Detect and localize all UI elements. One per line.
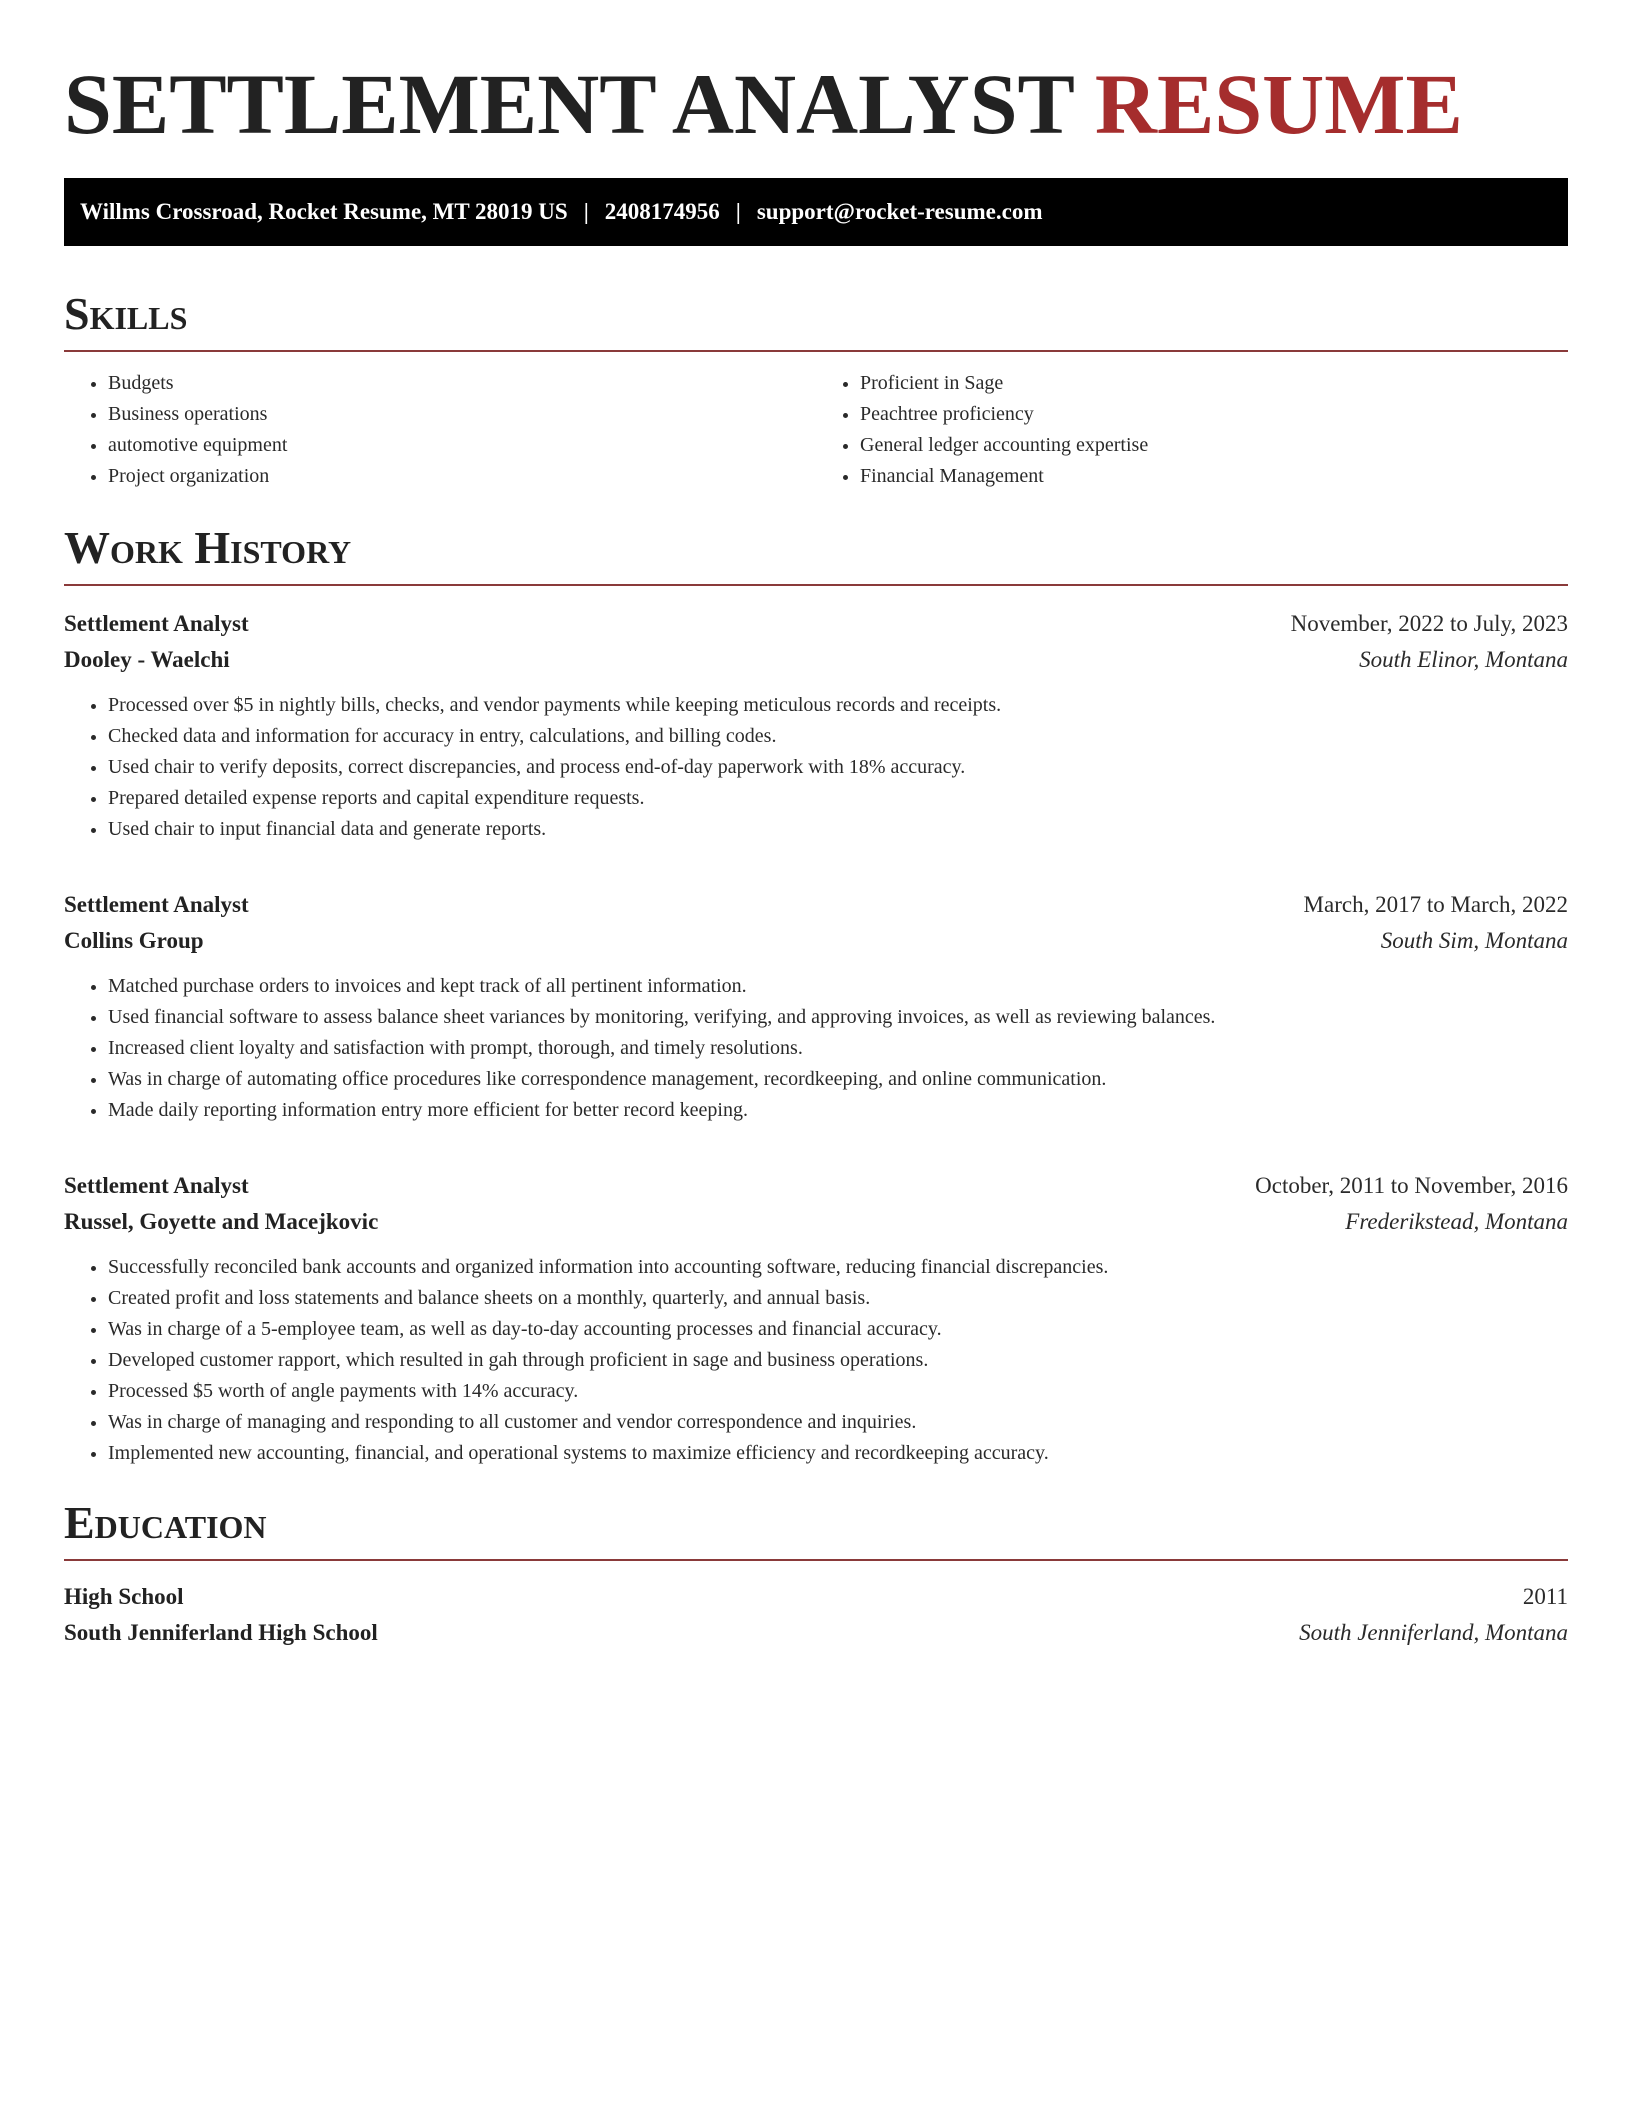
job-header-row (64, 887, 1568, 923)
job-title: Settlement Analyst (64, 611, 249, 636)
education-location: South Jenniferland, Montana (1299, 1620, 1568, 1645)
contact-address: Willms Crossroad, Rocket Resume, MT 28019 US (80, 199, 568, 224)
section-divider (64, 350, 1568, 352)
skills-list-left (64, 368, 816, 492)
skills-list-right (816, 368, 1568, 492)
work-history-section (64, 522, 1568, 1469)
section-divider (64, 584, 1568, 586)
job-dates: March, 2017 to March, 2022 (1303, 892, 1568, 917)
job-bullet: • Was in charge of a 5-employee team, as well as day-to-day accounting processes and financial accuracy. (108, 1314, 1568, 1345)
job-header-row (64, 606, 1568, 642)
job-bullet: • Used chair to verify deposits, correct discrepancies, and process end-of-day paperwork with 18% accuracy. (108, 752, 1568, 783)
title-main: SETTLEMENT ANALYST (64, 56, 1074, 152)
contact-separator: | (735, 199, 741, 224)
job-bullet: • Developed customer rapport, which resulted in gah through proficient in sage and business operations. (108, 1345, 1568, 1376)
skill-item: • automotive equipment (108, 430, 816, 461)
job-bullet: • Processed over $5 in nightly bills, checks, and vendor payments while keeping meticulous records and receipts. (108, 690, 1568, 721)
job-company: Dooley - Waelchi (64, 647, 230, 672)
contact-separator: | (583, 199, 589, 224)
job-location: South Sim, Montana (1380, 928, 1568, 953)
education-header-row (64, 1579, 1568, 1615)
skill-item: • General ledger accounting expertise (860, 430, 1568, 461)
section-divider (64, 1559, 1568, 1561)
work-history-heading: Work History (64, 522, 352, 573)
job-bullet: • Made daily reporting information entry more efficient for better record keeping. (108, 1095, 1568, 1126)
job-company-row (64, 923, 1568, 959)
job-bullet: • Checked data and information for accuracy in entry, calculations, and billing codes. (108, 721, 1568, 752)
skills-section (64, 288, 1568, 492)
job-title: Settlement Analyst (64, 1173, 249, 1198)
job-title: Settlement Analyst (64, 892, 249, 917)
job-entry (64, 1168, 1568, 1469)
education-heading: Education (64, 1497, 267, 1548)
contact-bar (64, 178, 1568, 246)
skill-item: • Peachtree proficiency (860, 399, 1568, 430)
education-year: 2011 (1522, 1584, 1568, 1609)
job-bullet: • Processed $5 worth of angle payments with 14% accuracy. (108, 1376, 1568, 1407)
job-bullet: • Increased client loyalty and satisfaction with prompt, thorough, and timely resolutions. (108, 1033, 1568, 1064)
education-degree: High School (64, 1584, 184, 1609)
education-section (64, 1497, 1568, 1651)
skills-grid (64, 368, 1568, 492)
job-company-row (64, 642, 1568, 678)
job-entry (64, 887, 1568, 1126)
job-bullet: • Was in charge of automating office procedures like correspondence management, recordkeeping, and online communication. (108, 1064, 1568, 1095)
job-bullets (64, 1252, 1568, 1469)
job-company: Russel, Goyette and Macejkovic (64, 1209, 379, 1234)
contact-email: support@rocket-resume.com (756, 199, 1043, 224)
job-bullets (64, 971, 1568, 1126)
job-dates: November, 2022 to July, 2023 (1290, 611, 1568, 636)
skill-item: • Project organization (108, 461, 816, 492)
education-school-row (64, 1615, 1568, 1651)
job-bullet: • Matched purchase orders to invoices and kept track of all pertinent information. (108, 971, 1568, 1002)
skill-item: • Business operations (108, 399, 816, 430)
education-school: South Jenniferland High School (64, 1620, 378, 1645)
job-bullet: • Successfully reconciled bank accounts and organized information into accounting software, reducing financial discrepancies. (108, 1252, 1568, 1283)
job-company: Collins Group (64, 928, 204, 953)
skill-item: • Financial Management (860, 461, 1568, 492)
job-location: Frederikstead, Montana (1345, 1209, 1568, 1234)
skill-item: • Proficient in Sage (860, 368, 1568, 399)
job-company-row (64, 1204, 1568, 1240)
education-entry (64, 1579, 1568, 1651)
skill-item: • Budgets (108, 368, 816, 399)
job-bullet: • Prepared detailed expense reports and capital expenditure requests. (108, 783, 1568, 814)
job-bullets (64, 690, 1568, 845)
job-header-row (64, 1168, 1568, 1204)
title-accent: RESUME (1094, 56, 1463, 152)
job-entry (64, 606, 1568, 845)
job-bullet: • Implemented new accounting, financial, and operational systems to maximize efficiency and recordkeeping accuracy. (108, 1438, 1568, 1469)
job-dates: October, 2011 to November, 2016 (1255, 1173, 1568, 1198)
job-bullet: • Used chair to input financial data and generate reports. (108, 814, 1568, 845)
skills-heading: Skills (64, 288, 188, 339)
resume-title (64, 0, 1568, 152)
job-bullet: • Was in charge of managing and responding to all customer and vendor correspondence and inquiries. (108, 1407, 1568, 1438)
job-bullet: • Created profit and loss statements and balance sheets on a monthly, quarterly, and annual basis. (108, 1283, 1568, 1314)
contact-phone: 2408174956 (604, 199, 720, 224)
job-location: South Elinor, Montana (1359, 647, 1568, 672)
job-bullet: • Used financial software to assess balance sheet variances by monitoring, verifying, and approving invoices, as well as reviewing balances. (108, 1002, 1568, 1033)
